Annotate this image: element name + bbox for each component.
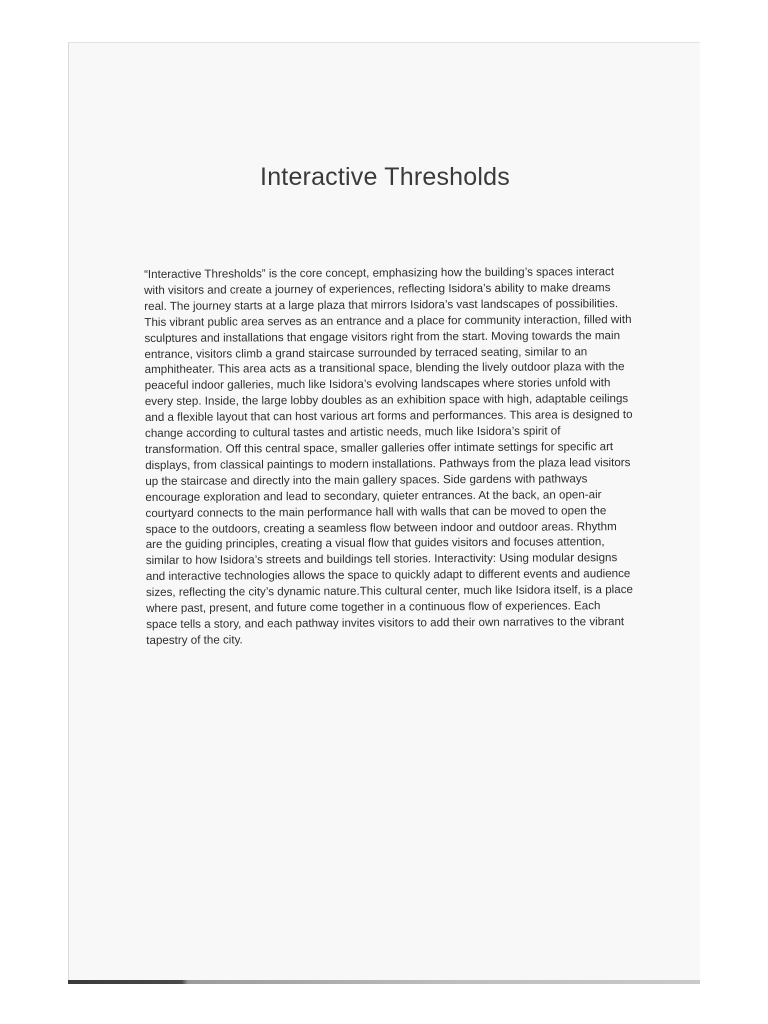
page-title: Interactive Thresholds xyxy=(260,163,510,191)
body-paragraph: “Interactive Thresholds” is the core concept, emphasizing how the building’s spaces interact with visitors and create a journey of experiences, reflecting Isidora’s ability to make dreams real. The journey starts at a large plaza that mirrors Isidora’s vast landscapes of possibilities. This vibrant public area serves as an entrance and a place for community interaction, filled with sculptures and installations that engage visitors right from the start. Moving towards the main entrance, visitors climb a grand staircase surrounded by terraced seating, similar to an amphitheater. This area acts as a transitional space, blending the lively outdoor plaza with the peaceful indoor galleries, much like Isidora’s evolving landscapes where stories unfold with every step. Inside, the large lobby doubles as an exhibition space with high, adaptable ceilings and a flexible layout that can host various art forms and performances. This area is designed to change according to cultural tastes and artistic needs, much like Isidora’s spirit of transformation. Off this central space, smaller galleries offer intimate settings for specific art displays, from classical paintings to modern installations. Pathways from the plaza lead visitors up the staircase and directly into the main gallery spaces. Side gardens with pathways encourage exploration and lead to secondary, quieter entrances. At the back, an open-air courtyard connects to the main performance hall with walls that can be moved to open the space to the outdoors, creating a seamless flow between indoor and outdoor areas. Rhythm are the guiding principles, creating a visual flow that guides visitors and focuses attention, similar to how Isidora’s streets and buildings tell stories. Interactivity: Using modular designs and interactive technologies allows the space to quickly adapt to different events and audience sizes, reflecting the city’s dynamic nature.This cultural center, much like Isidora itself, is a place where past, present, and future come together in a continuous flow of experiences. Each space tells a story, and each pathway invites visitors to add their own narratives to the vibrant tapestry of the city. xyxy=(144,265,633,647)
paper-sheet xyxy=(68,42,700,984)
sheet-bottom-edge xyxy=(68,980,700,984)
